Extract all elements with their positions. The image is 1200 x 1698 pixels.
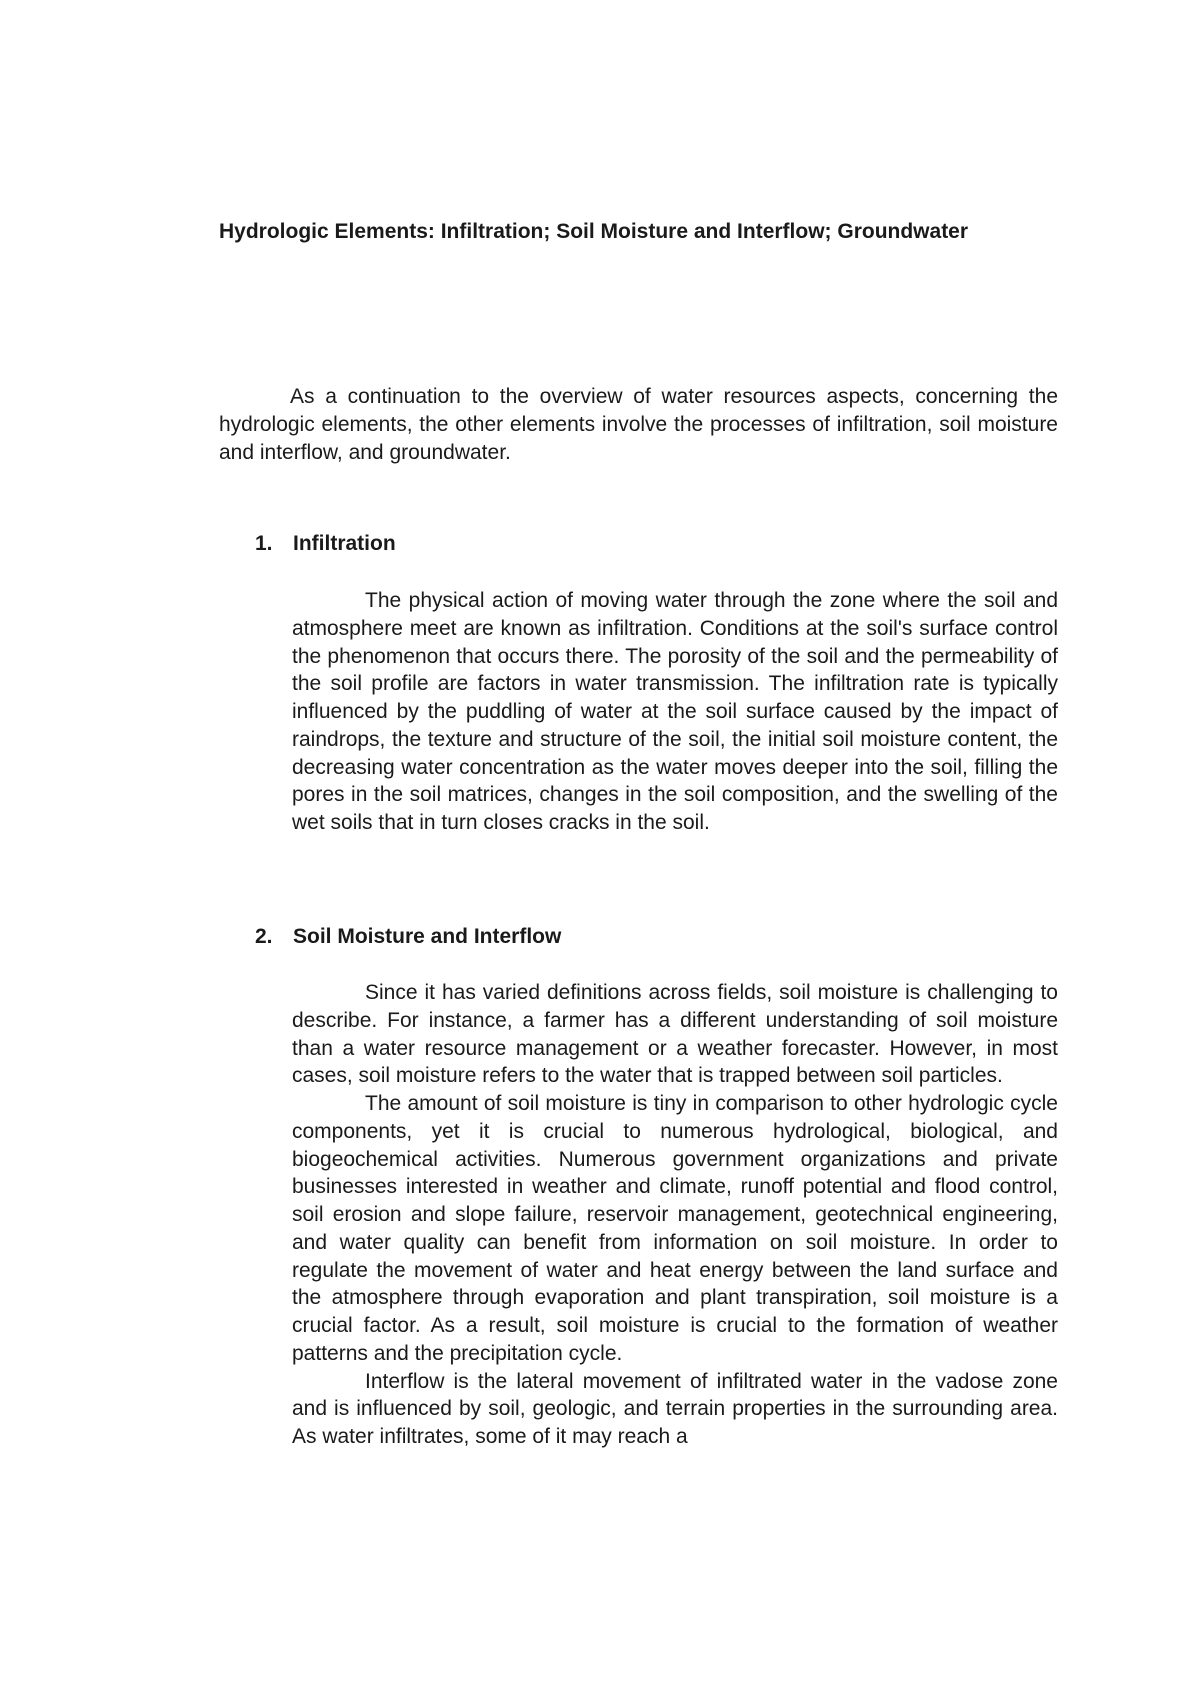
section-title: Soil Moisture and Interflow — [293, 925, 562, 948]
paragraph: Since it has varied definitions across fields, soil moisture is challenging to describe. For instance, a farmer has a different understanding of soil moisture than a water resource management or a weather forecaster. However, in most cases, soil moisture refers to the water that is trapped between soil particles. — [292, 981, 1058, 1088]
section-body-infiltration — [292, 587, 1058, 837]
section-body-soil-moisture — [292, 979, 1058, 1451]
paragraph: The amount of soil moisture is tiny in comparison to other hydrologic cycle components, yet it is crucial to numerous hydrological, biological, and biogeochemical activities. Numerous government organizations and private businesses interested in weather and climate, runoff potential and flood control, soil erosion and slope failure, reservoir management, geotechnical engineering, and water quality can benefit from information on soil moisture. In order to regulate the movement of water and heat energy between the land surface and the atmosphere through evaporation and plant transpiration, soil moisture is a crucial factor. As a result, soil moisture is crucial to the formation of weather patterns and the precipitation cycle. — [292, 1092, 1058, 1365]
section-number: 1. — [255, 532, 273, 555]
section-heading-soil-moisture — [255, 923, 955, 951]
document-title: Hydrologic Elements: Infiltration; Soil Moisture and Interflow; Groundwater — [219, 220, 969, 243]
paragraph: The physical action of moving water through the zone where the soil and atmosphere meet are known as infiltration. Conditions at the soil's surface control the phenomenon that occurs there. The porosity of the soil and the permeability of the soil profile are factors in water transmission. The infiltration rate is typically influenced by the puddling of water at the soil surface caused by the impact of raindrops, the texture and structure of the soil, the initial soil moisture content, the decreasing water concentration as the water moves deeper into the soil, filling the pores in the soil matrices, changes in the soil composition, and the swelling of the wet soils that in turn closes cracks in the soil. — [292, 589, 1058, 834]
paragraph: Interflow is the lateral movement of infiltrated water in the vadose zone and is influenced by soil, geologic, and terrain properties in the surrounding area. As water infiltrates, some of it may reach a — [292, 1369, 1058, 1448]
section-heading-infiltration — [255, 530, 955, 558]
intro-paragraph: As a continuation to the overview of water resources aspects, concerning the hydrologic elements, the other elements involve the processes of infiltration, soil moisture and interflow, and groundwater. — [219, 385, 1058, 464]
section-title: Infiltration — [293, 532, 396, 555]
section-number: 2. — [255, 925, 273, 948]
